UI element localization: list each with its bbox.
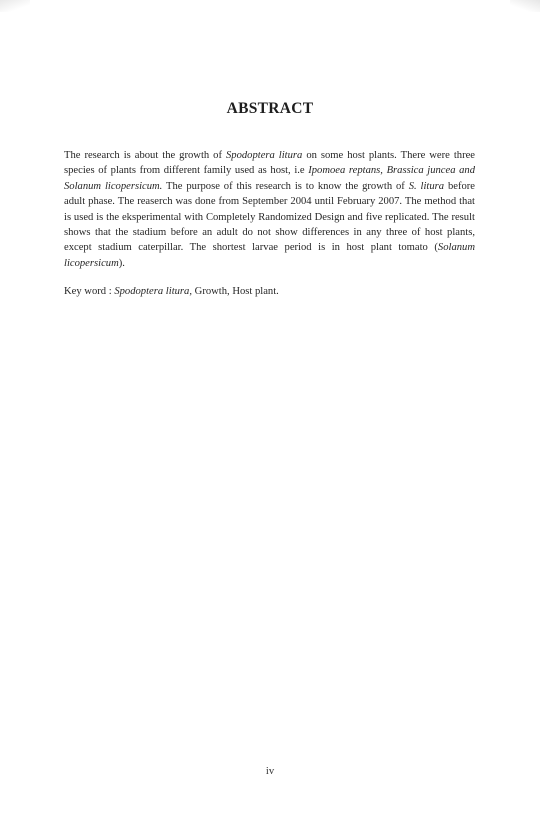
abstract-text-4: before adult phase. The reaserch was done from September 2004 until February 2007. The method that is used is the eksperimental with Completely Randomized Design and five replicated. The result shows that the stadium before an adult do not show differences in any three of host plants, except stadium caterpillar. The shortest larvae period is in host plant tomato ( (64, 180, 476, 254)
host-plant-species: Ipomoea reptans, Brassica juncea and Solanum licopersicum. (64, 165, 476, 192)
scan-shadow-right (510, 0, 540, 12)
abstract-paragraph (64, 148, 475, 271)
scan-shadow-left (0, 0, 30, 12)
keywords-label: Key word : (64, 286, 115, 297)
species-name-spodoptera: Spodoptera litura (225, 150, 303, 161)
abstract-body (64, 148, 475, 271)
abstract-text-5: ). (118, 257, 125, 269)
keywords-line (64, 284, 475, 299)
page-number: iv (265, 766, 275, 777)
species-name-solanum: Solanum licopersicum (64, 242, 475, 269)
keywords-rest: Growth, Host plant. (192, 286, 279, 297)
abstract-heading: ABSTRACT (226, 100, 314, 117)
abstract-text-3: The purpose of this research is to know the growth of (162, 180, 409, 192)
keywords-species: Spodoptera litura, (114, 286, 193, 297)
abstract-text-1: The research is about the growth of (64, 150, 226, 161)
abstract-text-2: on some host plants. There were three species of plants from different family used as host, i.e (64, 150, 475, 177)
species-name-abbrev: S. litura (408, 180, 445, 192)
